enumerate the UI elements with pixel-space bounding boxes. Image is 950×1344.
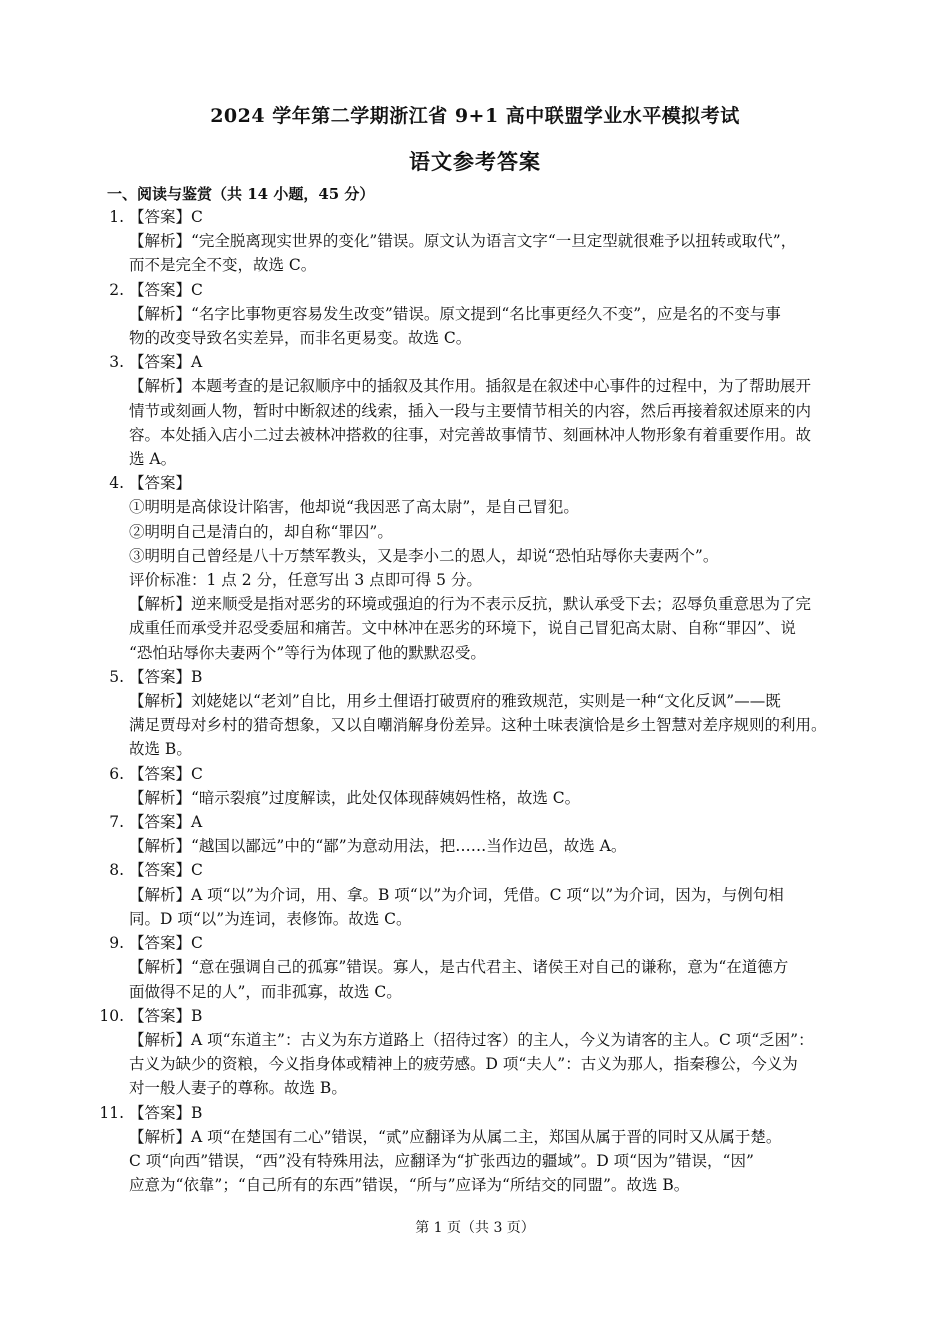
answer-item [0,278,950,351]
explanation-line: ①明明是高俅设计陷害，他却说“我因恶了高太尉”，是自己冒犯。 [129,498,579,517]
explanation-line: 物的改变导致名实差异，而非名更易变。故选 C。 [129,329,472,348]
explanation-line: 同。D 项“以”为连词，表修饰。故选 C。 [129,909,412,928]
explanation-line: 【解析】A 项“以”为介词，用、拿。B 项“以”为介词，凭借。C 项“以”为介词，因为，与例句相 [129,885,784,904]
explanation-line: 【解析】逆来顺受是指对恶劣的环境或强迫的行为不表示反抗，默认承受下去；忍辱负重意思为了完 [129,595,812,614]
explanation-line: 对一般人妻子的尊称。故选 B。 [129,1079,347,1098]
explanation-line: 【解析】A 项“在楚国有二心”错误，“贰”应翻译为从属二主，郑国从属于晋的同时又从属于楚。 [129,1127,782,1146]
question-number: 6. [109,764,124,783]
question-number: 3. [109,353,124,372]
answer-label: 【答案】B [129,1103,203,1122]
page-footer: 第 1 页（共 3 页） [415,1220,535,1236]
explanation-line: 情节或刻画人物，暂时中断叙述的线索，插入一段与主要情节相关的内容，然后再接着叙述原来的内 [129,401,812,420]
answer-label: 【答案】A [129,813,203,832]
answer-label: 【答案】C [129,861,203,880]
explanation-line: 选 A。 [129,450,177,469]
section-heading: 一、阅读与鉴赏（共 14 小题，45 分） [107,185,375,203]
answer-label: 【答案】C [129,280,203,299]
answer-label: 【答案】A [129,353,203,372]
explanation-line: 古义为缺少的资粮，今义指身体或精神上的疲劳感。D 项“夫人”：古义为那人，指秦穆公，今义为 [129,1055,798,1074]
explanation-line: C 项“向西”错误，“西”没有特殊用法，应翻译为“扩张西边的疆域”。D 项“因为”错误，“因” [129,1151,754,1170]
answer-item [0,1004,950,1101]
explanation-line: 【解析】“暗示裂痕”过度解读，此处仅体现薛姨妈性格，故选 C。 [129,788,581,807]
answer-label: 【答案】B [129,667,203,686]
question-number: 11. [99,1103,124,1122]
explanation-line: 【解析】“意在强调自己的孤寡”错误。寡人，是古代君主、诸侯王对自己的谦称，意为“在道德方 [129,958,789,977]
question-number: 10. [99,1006,124,1025]
answer-item [0,810,950,858]
explanation-line: 【解析】本题考查的是记叙顺序中的插叙及其作用。插叙是在叙述中心事件的过程中，为了帮助展开 [129,377,812,396]
explanation-line: 【解析】“名字比事物更容易发生改变”错误。原文提到“名比事更经久不变”，应是名的不变与事 [129,304,781,323]
explanation-line: 满足贾母对乡村的猎奇想象，又以自嘲消解身份差异。这种土味表演恰是乡土智慧对差序规则的利用。 [129,716,827,735]
answer-item [0,665,950,762]
explanation-line: ②明明自己是清白的，却自称“罪囚”。 [129,522,393,541]
answer-item [0,1101,950,1198]
answer-item [0,205,950,278]
answer-list [0,205,950,1197]
question-number: 1. [109,208,124,226]
explanation-line: 故选 B。 [129,740,192,759]
answer-item [0,471,950,665]
explanation-line: 评价标准：1 点 2 分，任意写出 3 点即可得 5 分。 [129,571,482,590]
explanation-line: 成重任而承受并忍受委屈和痛苦。文中林冲在恶劣的环境下，说自己冒犯高太尉、自称“罪囚”、说 [129,619,796,638]
question-number: 8. [109,861,124,880]
explanation-line: “恐怕玷辱你夫妻两个”等行为体现了他的默默忍受。 [129,643,486,662]
explanation-line: 【解析】“完全脱离现实世界的变化”错误。原文认为语言文字“一旦定型就很难予以扭转或取代”， [129,232,797,251]
explanation-line: 【解析】刘姥姥以“老刘”自比，用乡土俚语打破贾府的雅致规范，实则是一种“文化反讽”——既 [129,692,781,711]
question-number: 7. [109,813,124,832]
document-subtitle: 语文参考答案 [409,149,541,174]
answer-item [0,858,950,931]
answer-label: 【答案】C [129,208,203,226]
question-number: 5. [109,667,124,686]
answer-item [0,931,950,1004]
question-number: 2. [109,280,124,299]
explanation-line: 容。本处插入店小二过去被林冲搭救的往事，对完善故事情节、刻画林冲人物形象有着重要作用。故 [129,425,812,444]
explanation-line: ③明明自己曾经是八十万禁军教头，又是李小二的恩人，却说“恐怕玷辱你夫妻两个”。 [129,546,719,565]
question-number: 9. [109,934,124,953]
answer-item [0,350,950,471]
answer-label: 【答案】C [129,934,203,953]
document-title: 2024 学年第二学期浙江省 9+1 高中联盟学业水平模拟考试 [210,105,740,127]
answer-item [0,762,950,810]
explanation-line: 【解析】“越国以鄙远”中的“鄙”为意动用法，把……当作边邑，故选 A。 [129,837,627,856]
explanation-line: 【解析】A 项“东道主”：古义为东方道路上（招待过客）的主人，今义为请客的主人。C 项“乏困”： [129,1030,814,1049]
question-number: 4. [109,474,124,493]
explanation-line: 面做得不足的人”，而非孤寡，故选 C。 [129,982,402,1001]
answer-label: 【答案】 [129,474,192,493]
answer-label: 【答案】B [129,1006,203,1025]
answer-label: 【答案】C [129,764,203,783]
explanation-line: 应意为“依靠”；“自己所有的东西”错误，“所与”应译为“所结交的同盟”。故选 B。 [129,1176,690,1195]
explanation-line: 而不是完全不变，故选 C。 [129,256,317,275]
